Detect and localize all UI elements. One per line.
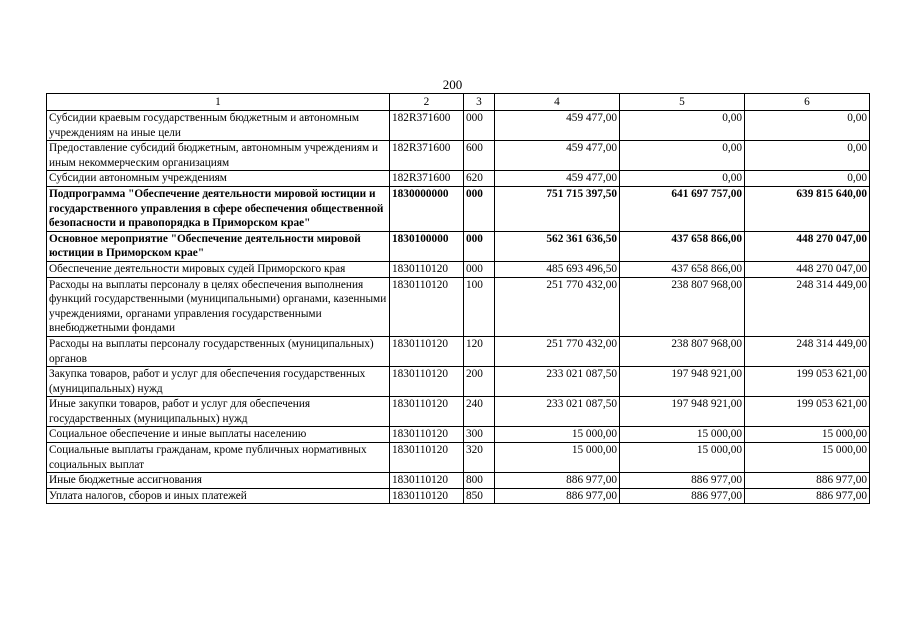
row-amount-2023-cell: 0,00 xyxy=(620,141,745,171)
row-code-cell: 1830110120 xyxy=(390,488,464,504)
row-code-cell: 182R371600 xyxy=(390,141,464,171)
row-code-cell: 182R371600 xyxy=(390,111,464,141)
row-amount-2024-cell: 639 815 640,00 xyxy=(745,186,870,231)
row-amount-2023-cell: 886 977,00 xyxy=(620,473,745,489)
row-code-cell: 1830110120 xyxy=(390,443,464,473)
header-cell: 4 xyxy=(495,94,620,111)
row-name-cell: Закупка товаров, работ и услуг для обеспечения государственных (муниципальных) нужд xyxy=(47,367,390,397)
row-amount-2024-cell: 886 977,00 xyxy=(745,488,870,504)
row-amount-2024-cell: 15 000,00 xyxy=(745,443,870,473)
row-code-cell: 1830110120 xyxy=(390,397,464,427)
row-amount-2024-cell: 199 053 621,00 xyxy=(745,397,870,427)
row-type-cell: 000 xyxy=(464,186,495,231)
row-type-cell: 120 xyxy=(464,336,495,366)
row-type-cell: 850 xyxy=(464,488,495,504)
table-row xyxy=(47,427,870,443)
row-name-cell: Социальные выплаты гражданам, кроме публичных нормативных социальных выплат xyxy=(47,443,390,473)
row-amount-2023-cell: 238 807 968,00 xyxy=(620,277,745,336)
row-type-cell: 000 xyxy=(464,231,495,261)
row-name-cell: Иные бюджетные ассигнования xyxy=(47,473,390,489)
row-name-cell: Расходы на выплаты персоналу в целях обеспечения выполнения функций государственными (муниципальными) органами, казенными учреждениями, органами управления государственными внебюджетными фондами xyxy=(47,277,390,336)
row-code-cell: 1830110120 xyxy=(390,336,464,366)
row-type-cell: 100 xyxy=(464,277,495,336)
table-row xyxy=(47,171,870,187)
header-cell: 3 xyxy=(464,94,495,111)
header-cell: 1 xyxy=(47,94,390,111)
row-amount-2022-cell: 459 477,00 xyxy=(495,111,620,141)
row-amount-2022-cell: 233 021 087,50 xyxy=(495,367,620,397)
header-cell: 5 xyxy=(620,94,745,111)
row-amount-2022-cell: 886 977,00 xyxy=(495,473,620,489)
row-code-cell: 1830000000 xyxy=(390,186,464,231)
table-row xyxy=(47,261,870,277)
row-type-cell: 300 xyxy=(464,427,495,443)
row-code-cell: 1830110120 xyxy=(390,427,464,443)
row-amount-2023-cell: 238 807 968,00 xyxy=(620,336,745,366)
header-cell: 2 xyxy=(390,94,464,111)
row-amount-2022-cell: 251 770 432,00 xyxy=(495,336,620,366)
row-amount-2024-cell: 0,00 xyxy=(745,141,870,171)
row-type-cell: 200 xyxy=(464,367,495,397)
row-amount-2022-cell: 562 361 636,50 xyxy=(495,231,620,261)
row-amount-2024-cell: 199 053 621,00 xyxy=(745,367,870,397)
row-type-cell: 620 xyxy=(464,171,495,187)
row-name-cell: Предоставление субсидий бюджетным, автономным учреждениям и иным некоммерческим организациям xyxy=(47,141,390,171)
row-amount-2024-cell: 0,00 xyxy=(745,111,870,141)
row-name-cell: Подпрограмма "Обеспечение деятельности мировой юстиции и государственного управления в сфере обеспечения общественной безопасности и правопорядка в Приморском крае" xyxy=(47,186,390,231)
row-name-cell: Иные закупки товаров, работ и услуг для обеспечения государственных (муниципальных) нужд xyxy=(47,397,390,427)
row-amount-2022-cell: 15 000,00 xyxy=(495,443,620,473)
row-amount-2022-cell: 886 977,00 xyxy=(495,488,620,504)
row-amount-2022-cell: 459 477,00 xyxy=(495,171,620,187)
row-amount-2023-cell: 0,00 xyxy=(620,111,745,141)
budget-table xyxy=(46,93,870,504)
row-amount-2023-cell: 197 948 921,00 xyxy=(620,367,745,397)
row-amount-2022-cell: 251 770 432,00 xyxy=(495,277,620,336)
row-amount-2023-cell: 886 977,00 xyxy=(620,488,745,504)
row-type-cell: 240 xyxy=(464,397,495,427)
row-amount-2024-cell: 15 000,00 xyxy=(745,427,870,443)
row-amount-2022-cell: 233 021 087,50 xyxy=(495,397,620,427)
table-row xyxy=(47,473,870,489)
row-name-cell: Основное мероприятие "Обеспечение деятельности мировой юстиции в Приморском крае" xyxy=(47,231,390,261)
row-amount-2022-cell: 751 715 397,50 xyxy=(495,186,620,231)
row-code-cell: 182R371600 xyxy=(390,171,464,187)
row-amount-2024-cell: 448 270 047,00 xyxy=(745,261,870,277)
table-row xyxy=(47,231,870,261)
row-name-cell: Уплата налогов, сборов и иных платежей xyxy=(47,488,390,504)
row-type-cell: 320 xyxy=(464,443,495,473)
table-row xyxy=(47,443,870,473)
row-amount-2024-cell: 248 314 449,00 xyxy=(745,336,870,366)
row-type-cell: 000 xyxy=(464,261,495,277)
row-code-cell: 1830110120 xyxy=(390,277,464,336)
table-row xyxy=(47,367,870,397)
row-amount-2024-cell: 886 977,00 xyxy=(745,473,870,489)
row-amount-2024-cell: 248 314 449,00 xyxy=(745,277,870,336)
row-amount-2023-cell: 0,00 xyxy=(620,171,745,187)
row-amount-2023-cell: 641 697 757,00 xyxy=(620,186,745,231)
table-row xyxy=(47,336,870,366)
table-body xyxy=(47,111,870,504)
row-name-cell: Социальное обеспечение и иные выплаты населению xyxy=(47,427,390,443)
row-amount-2023-cell: 437 658 866,00 xyxy=(620,261,745,277)
table-row xyxy=(47,277,870,336)
row-amount-2023-cell: 15 000,00 xyxy=(620,443,745,473)
header-cell: 6 xyxy=(745,94,870,111)
row-code-cell: 1830110120 xyxy=(390,261,464,277)
row-type-cell: 000 xyxy=(464,111,495,141)
table-row xyxy=(47,111,870,141)
row-amount-2023-cell: 15 000,00 xyxy=(620,427,745,443)
row-code-cell: 1830110120 xyxy=(390,473,464,489)
table-row xyxy=(47,397,870,427)
row-amount-2023-cell: 197 948 921,00 xyxy=(620,397,745,427)
row-code-cell: 1830110120 xyxy=(390,367,464,397)
row-amount-2022-cell: 15 000,00 xyxy=(495,427,620,443)
row-amount-2022-cell: 485 693 496,50 xyxy=(495,261,620,277)
table-row xyxy=(47,141,870,171)
row-type-cell: 600 xyxy=(464,141,495,171)
row-name-cell: Расходы на выплаты персоналу государственных (муниципальных) органов xyxy=(47,336,390,366)
header-row xyxy=(47,94,870,111)
row-amount-2023-cell: 437 658 866,00 xyxy=(620,231,745,261)
row-name-cell: Субсидии автономным учреждениям xyxy=(47,171,390,187)
table-row xyxy=(47,488,870,504)
page-number: 200 xyxy=(442,77,463,92)
row-type-cell: 800 xyxy=(464,473,495,489)
row-amount-2024-cell: 448 270 047,00 xyxy=(745,231,870,261)
row-name-cell: Обеспечение деятельности мировых судей Приморского края xyxy=(47,261,390,277)
row-name-cell: Субсидии краевым государственным бюджетным и автономным учреждениям на иные цели xyxy=(47,111,390,141)
row-amount-2022-cell: 459 477,00 xyxy=(495,141,620,171)
table-row xyxy=(47,186,870,231)
row-code-cell: 1830100000 xyxy=(390,231,464,261)
row-amount-2024-cell: 0,00 xyxy=(745,171,870,187)
